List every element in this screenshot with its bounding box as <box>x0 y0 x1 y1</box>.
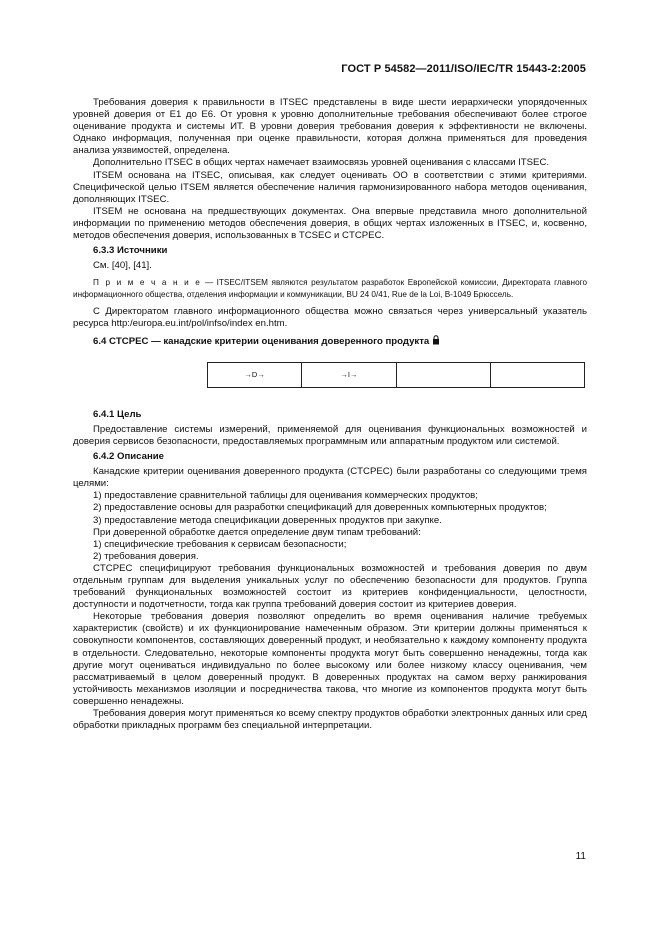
paragraph: Требования доверия могут применяться ко всему спектру продуктов обработки электронных данных или сред обработки прикладных программ без специальной интерпретации. <box>73 708 587 732</box>
paragraph: При доверенной обработке дается определение двум типам требований: <box>93 526 421 538</box>
table-cell <box>491 363 584 387</box>
table-cell <box>397 363 491 387</box>
section-heading-6-4-1: 6.4.1 Цель <box>93 408 142 420</box>
paragraph: Предоставление системы измерений, применяемой для оценивания функциональных возможностей и доверия сервисов безопасности, предоставляемых программным или аппаратным продуктом или системой. <box>73 423 587 447</box>
section-heading-6-4-text: 6.4 CTCPEC — канадские критерии оценивания доверенного продукта <box>93 335 430 347</box>
note-text: — ITSEC/ITSEM являются результатом разработок Европейской комиссии, Директората главного информационного общества, отделения информации и коммуникации, BU 24 0/41, Rue de la Loi, B-1049 Брюссель. <box>73 278 587 299</box>
note-label: П р и м е ч а н и е <box>93 278 202 288</box>
table-cell: →D→ <box>208 363 302 387</box>
criteria-table <box>207 362 585 388</box>
paragraph: CTCPEC специфицируют требования функциональных возможностей и требования доверия по двум отдельным группам для выделения уникальных услуг по обеспечению безопасности для продуктов. Группа требований функциональных возможностей состоит из критериев конфиденциальности, целостности, доступности и подотчетности, тогда как группа требований доверия состоит из критериев доверия. <box>73 562 587 611</box>
table-cell: →I→ <box>302 363 396 387</box>
page-content <box>73 97 587 732</box>
sources-text: См. [40], [41]. <box>93 260 152 272</box>
page-number: 11 <box>575 851 586 862</box>
list-item: 2) предоставление основы для разработки спецификаций для доверенных компьютерных продуктов; <box>93 502 547 514</box>
contact-text: С Директоратом главного информационного общества можно связаться через универсальный указатель ресурса http:/europa.eu.int/pol/infso/index en.htm. <box>73 305 587 329</box>
paragraph: ITSEM основана на ITSEC, описывая, как следует оценивать ОО в соответствии с этими критериями. Специфической целью ITSEM является обеспечение наличия гармонизированного набора методов оценивания, дополняющих ITSEC. <box>73 169 587 205</box>
paragraph: Требования доверия к правильности в ITSEC представлены в виде шести иерархически упорядоченных уровней доверия от E1 до E6. От уровня к уровню дополнительные требования обеспечивают более строгое оценивание продукта и системы ИТ. В уровни доверия требования доверия к эффективности не включены. Однако информация, полученная при оценке правильности, которая должна применяться для проведения анализа уязвимостей, определена. <box>73 97 587 157</box>
list-item: 1) предоставление сравнительной таблицы для оценивания коммерческих продуктов; <box>93 490 478 502</box>
standard-header: ГОСТ Р 54582—2011/ISO/IEC/TR 15443-2:2005 <box>341 63 586 75</box>
note <box>73 277 587 300</box>
paragraph: ITSEM не основана на предшествующих документах. Она впервые представила много дополнительной информации по применению методов обеспечения доверия, в общих чертах изложенных в ITSEC, и, косвенно, методов обеспечения доверия, использованных в TCSEC и CTCPEC. <box>73 205 587 242</box>
paragraph: Канадские критерии оценивания доверенного продукта (CTCPEC) были разработаны со следующими тремя целями: <box>73 466 587 490</box>
paragraph: Некоторые требования доверия позволяют определить во время оценивания наличие требуемых характеристик (свойств) и их функционирование намеченным образом. Эти критерии должны применяться к совокупности компонентов, составляющих доверенный продукт, и необязательно к каждому компоненту продукта в отдельности. Следовательно, некоторые компоненты продукта могут быть совершенно ненадежны, тогда как другие могут оцениваться индивидуально по более высокому или более низкому классу оценивания, чем рассматриваемый в целом доверенный продукт. В доверенных продуктах на самом верху ранжирования устойчивость механизмов изоляции и посредничества такова, что многие из компонентов продукта могут быть совершенно ненадежны. <box>73 611 587 707</box>
section-heading-6-4 <box>93 335 587 348</box>
section-heading-6-3-3: 6.3.3 Источники <box>93 245 168 257</box>
list-item: 3) предоставление метода спецификации доверенных продуктов при закупке. <box>93 514 442 526</box>
section-heading-6-4-2: 6.4.2 Описание <box>93 451 164 463</box>
lock-icon <box>432 335 440 345</box>
list-item: 1) специфические требования к сервисам безопасности; <box>93 538 347 550</box>
list-item: 2) требования доверия. <box>93 550 199 562</box>
paragraph: Дополнительно ITSEC в общих чертах намечает взаимосвязь уровней оценивания с классами ITSEC. <box>93 157 550 169</box>
